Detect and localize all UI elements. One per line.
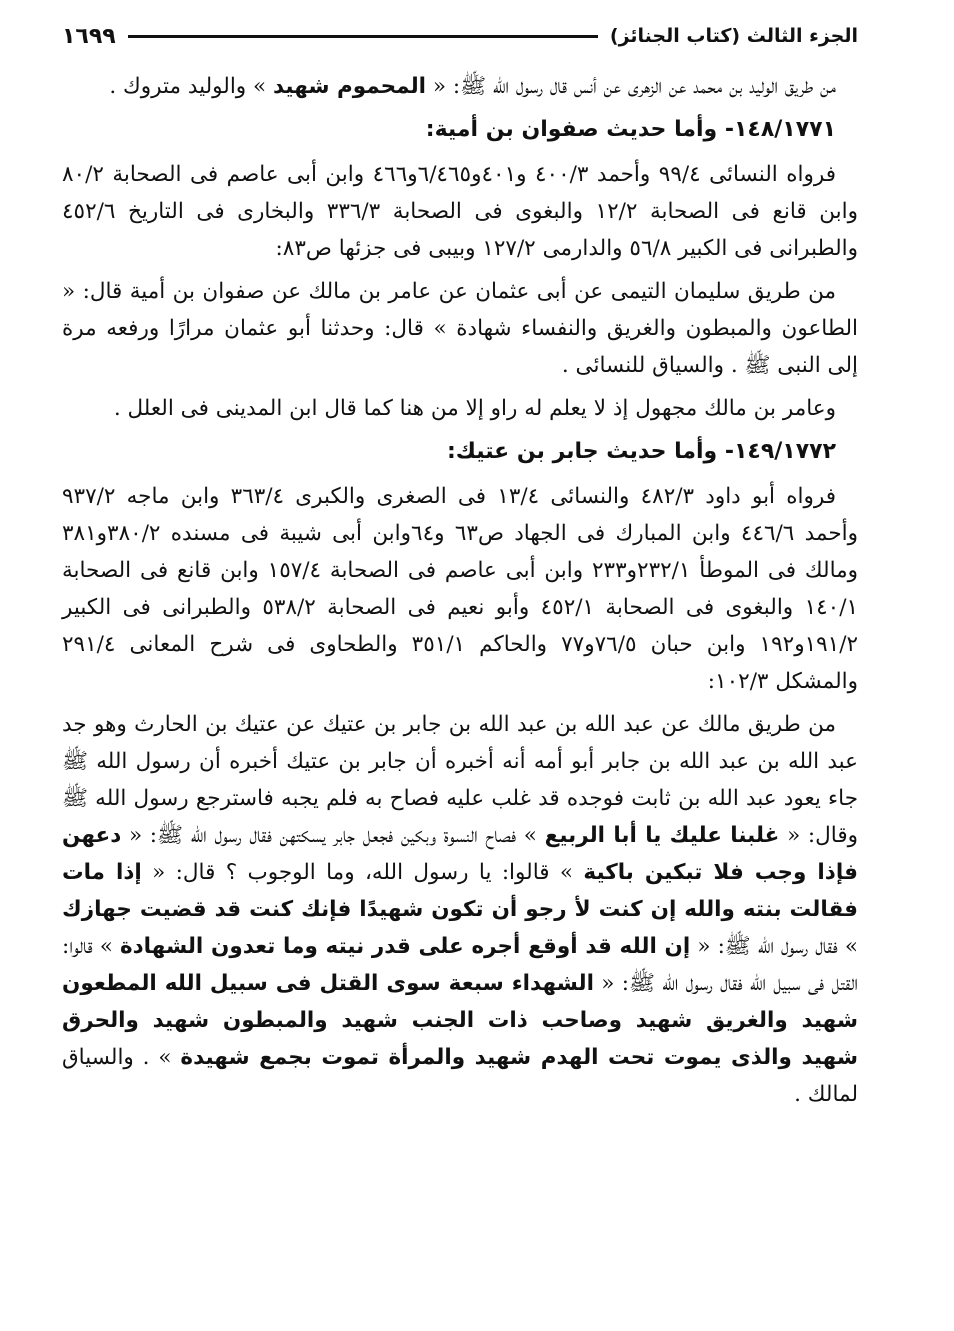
paragraph-3: من طريق سليمان التيمى عن أبى عثمان عن عامر بن مالك عن صفوان بن أمية قال: « الطاعون والمبطون والغريق والنفساء شهادة » قال: وحدثنا أبو عثمان مرارًا ورفعه مرة إلى النبى ﷺ . والسياق للنسائى . <box>62 279 858 378</box>
paragraph-6 <box>62 706 858 1113</box>
hadith-text: غلبنا عليك يا أبا الربيع <box>544 823 780 848</box>
paragraph-5: فرواه أبو داود ٤٨٢/٣ والنسائى ١٣/٤ فى الصغرى والكبرى ٣٦٣/٤ وابن ماجه ٩٣٧/٢ وأحمد ٤٤٦/٦ وابن المبارك فى الجهاد ص٦٣ و٦٤وابن أبى شيبة فى مسنده ٣٨٠/٢و٣٨١ ومالك فى الموطأ ٢٣٢/١و٢٣٣ وابن أبى عاصم فى الصحابة ١٥٧/٤ وابن قانع فى الصحابة ١٤٠/١ والبغوى فى الصحابة ٤٥٢/١ وأبو نعيم فى الصحابة ٥٣٨/٢ والطبرانى فى الكبير ١٩١/٢و١٩٢ وابن حبان ٧٦/٥و٧٧ والحاكم ٣٥١/١ والطحاوى فى شرح المعانى ٢٩١/٤ والمشكل ١٠٢/٣: <box>62 484 859 694</box>
page-number: ١٦٩٩ <box>62 23 116 49</box>
header-rule <box>128 35 598 38</box>
hadith-text: الشهداء سبعة سوى القتل فى سبيل الله المطعون شهيد والغريق شهيد وصاحب ذات الجنب شهيد والمبطون شهيد والحرق شهيد والذى يموت تحت الهدم شهيد والمرأة تموت بجمع شهيدة <box>62 971 858 1070</box>
paragraph-1 <box>62 68 858 105</box>
hadith-text: إذا مات فقالت بنته والله إن كنت لأ رجو أن تكون شهيدًا فإنك كنت قد قضيت جهازك <box>62 860 858 922</box>
paragraph-2: فرواه النسائى ٩٩/٤ وأحمد ٤٠٠/٣ و٤٠١و٦/٤٦٥و٤٦٦ وابن أبى عاصم فى الصحابة ٨٠/٢ وابن قانع فى الصحابة ١٢/٢ والبغوى فى الصحابة ٣٣٦/٣ والبخارى فى التاريخ ٤٥٢/٦ والطبرانى فى الكبير ٥٦/٨ والدارمى ١٢٧/٢ وبيبى فى جزئها ص٨٣: <box>62 162 858 261</box>
body-text <box>62 68 858 1113</box>
text-run: » فصاح النسوة وبكين فجعل جابر يسكتهن فقال رسول الله ﷺ: « <box>121 823 545 848</box>
hadith-text: المحموم شهيد <box>273 74 427 99</box>
text-run: » . والسياق لمالك . <box>62 1045 858 1107</box>
hadith-text: إن الله قد أوقع أجره على قدر نيته وما تعدون الشهادة <box>119 934 691 959</box>
hadith-text: دعهن فإذا وجب فلا تبكين باكية <box>62 823 858 885</box>
text-run: » قالوا: القتل فى سبيل الله فقال رسول الله ﷺ: « <box>62 934 859 996</box>
running-title: الجزء الثالث (كتاب الجنائز) <box>609 25 858 47</box>
text-run: » قالوا: يا رسول الله، وما الوجوب ؟ قال: « <box>141 860 584 885</box>
page-header <box>62 18 858 54</box>
text-run: » والوليد متروك . <box>109 74 274 99</box>
section-heading-2: ١٤٩/١٧٧٢- وأما حديث جابر بن عتيك: <box>446 439 836 464</box>
page <box>62 18 858 1318</box>
text-run: من طريق مالك عن عبد الله بن عبد الله بن جابر بن عتيك عن عتيك بن الحارث وهو جد عبد الله بن عبد الله بن جابر أبو أمه أنه أخبره أن جابر بن عتيك أخبره أن رسول الله ﷺ جاء يعود عبد الله بن ثابت فوجده قد غلب عليه فصاح به فلم يجبه فاسترجع رسول الله ﷺ وقال: « <box>62 712 858 848</box>
text-run: من طريق الوليد بن محمد عن الزهرى عن أنس قال رسول الله ﷺ: « <box>426 74 836 99</box>
text-run: » فقال رسول الله ﷺ: « <box>690 934 858 959</box>
section-heading-1: ١٤٨/١٧٧١- وأما حديث صفوان بن أمية: <box>425 117 836 142</box>
paragraph-4: وعامر بن مالك مجهول إذ لا يعلم له راو إلا من هنا كما قال ابن المدينى فى العلل . <box>113 396 836 421</box>
